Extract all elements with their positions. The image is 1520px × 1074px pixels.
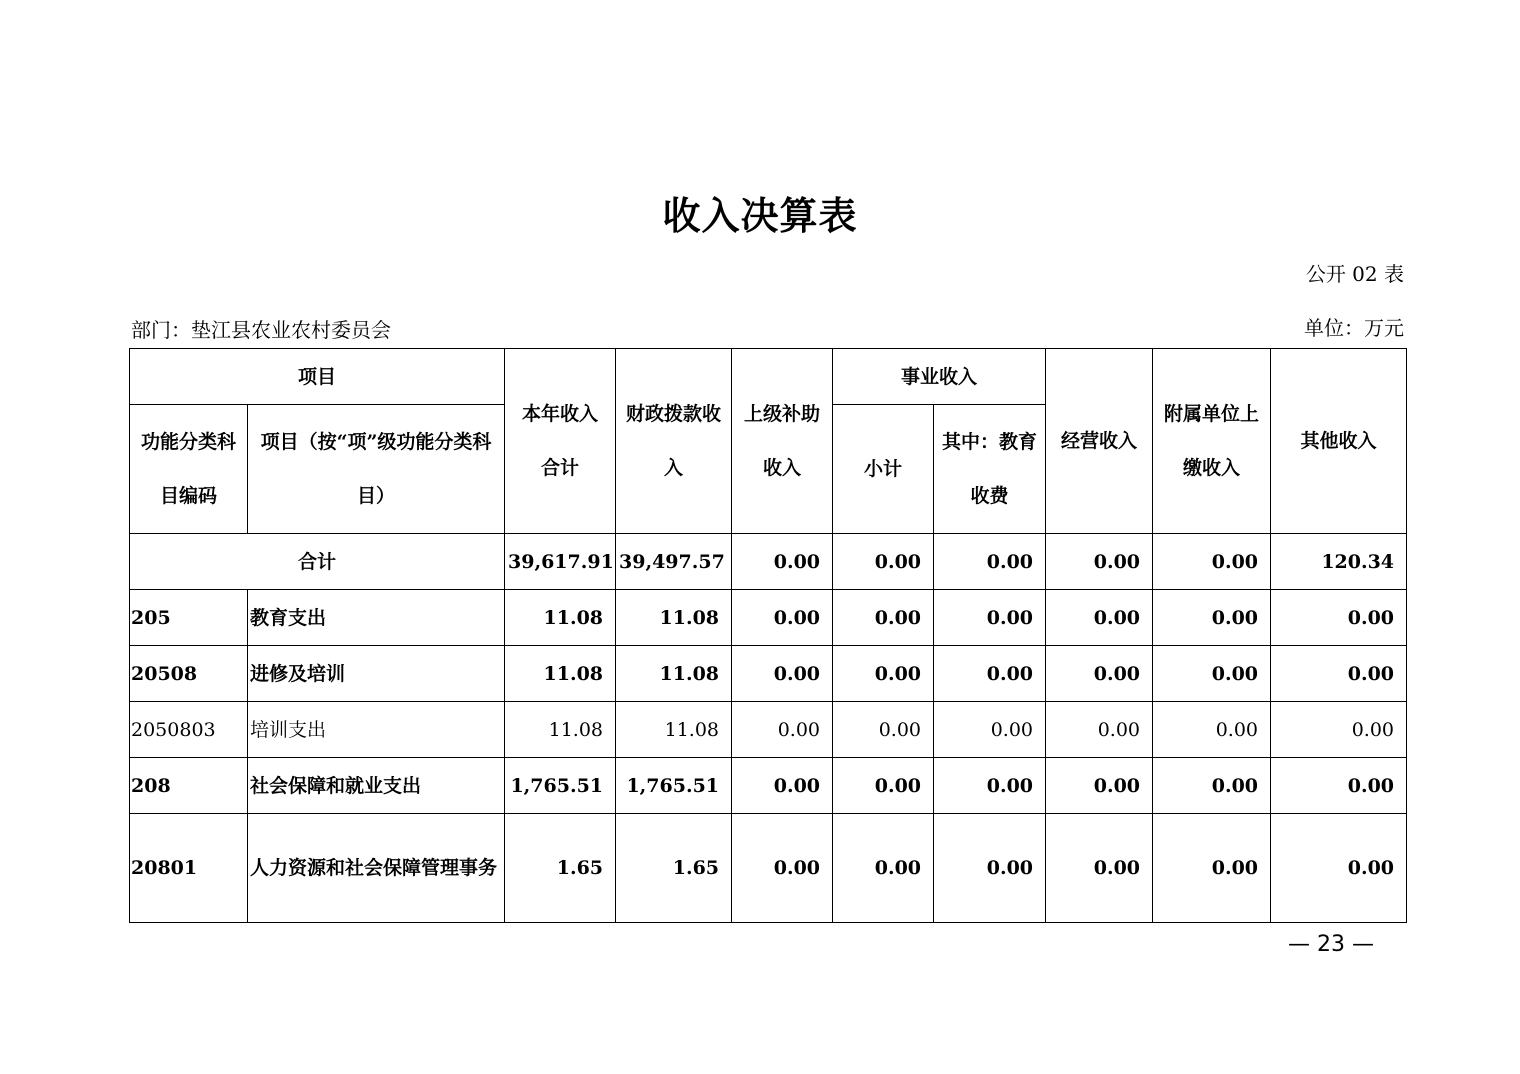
header-other: 其他收入 <box>1271 349 1407 534</box>
page-number: — 23 — <box>1288 932 1374 957</box>
row-name: 人力资源和社会保障管理事务 <box>248 814 505 923</box>
row-cell: 11.08 <box>505 646 616 702</box>
row-cell: 1,765.51 <box>505 758 616 814</box>
total-cell: 120.34 <box>1271 534 1407 590</box>
row-cell: 11.08 <box>616 646 732 702</box>
row-cell: 0.00 <box>1153 758 1271 814</box>
row-name: 培训支出 <box>248 702 505 758</box>
table-row <box>130 590 1407 646</box>
row-cell: 0.00 <box>1271 814 1407 923</box>
row-code: 2050803 <box>130 702 248 758</box>
row-cell: 0.00 <box>833 702 934 758</box>
row-cell: 11.08 <box>616 590 732 646</box>
header-row-1 <box>130 349 1407 405</box>
total-cell: 39,617.91 <box>505 534 616 590</box>
income-final-accounts-table <box>129 348 1407 923</box>
form-number: 公开 02 表 <box>1305 262 1404 286</box>
row-cell: 0.00 <box>1153 590 1271 646</box>
row-cell: 0.00 <box>1046 758 1153 814</box>
row-cell: 1,765.51 <box>616 758 732 814</box>
row-cell: 1.65 <box>505 814 616 923</box>
header-superior: 上级补助收入 <box>732 349 833 534</box>
row-cell: 0.00 <box>1153 646 1271 702</box>
row-code: 205 <box>130 590 248 646</box>
row-code: 20801 <box>130 814 248 923</box>
table-row <box>130 814 1407 923</box>
total-cell: 0.00 <box>732 534 833 590</box>
header-project: 项目 <box>130 349 505 405</box>
row-cell: 1.65 <box>616 814 732 923</box>
row-code: 208 <box>130 758 248 814</box>
header-operating: 经营收入 <box>1046 349 1153 534</box>
table-row <box>130 646 1407 702</box>
row-cell: 0.00 <box>833 758 934 814</box>
row-cell: 0.00 <box>1046 646 1153 702</box>
total-label: 合计 <box>130 534 505 590</box>
row-cell: 0.00 <box>732 814 833 923</box>
header-code: 功能分类科目编码 <box>130 405 248 534</box>
row-cell: 0.00 <box>934 590 1046 646</box>
total-cell: 0.00 <box>1046 534 1153 590</box>
row-name: 社会保障和就业支出 <box>248 758 505 814</box>
header-edu-fee: 其中：教育收费 <box>934 405 1046 534</box>
row-name: 进修及培训 <box>248 646 505 702</box>
row-cell: 0.00 <box>934 646 1046 702</box>
row-cell: 0.00 <box>1271 702 1407 758</box>
total-cell: 0.00 <box>833 534 934 590</box>
row-cell: 0.00 <box>1046 814 1153 923</box>
row-cell: 11.08 <box>505 702 616 758</box>
row-name: 教育支出 <box>248 590 505 646</box>
header-affiliated: 附属单位上缴收入 <box>1153 349 1271 534</box>
row-cell: 0.00 <box>1153 814 1271 923</box>
row-cell: 0.00 <box>732 646 833 702</box>
row-cell: 11.08 <box>616 702 732 758</box>
row-code: 20508 <box>130 646 248 702</box>
row-cell: 0.00 <box>732 758 833 814</box>
total-cell: 39,497.57 <box>616 534 732 590</box>
row-cell: 0.00 <box>934 758 1046 814</box>
row-cell: 0.00 <box>1046 590 1153 646</box>
row-cell: 0.00 <box>934 702 1046 758</box>
page-title: 收入决算表 <box>662 193 858 238</box>
row-cell: 11.08 <box>505 590 616 646</box>
row-cell: 0.00 <box>833 590 934 646</box>
row-cell: 0.00 <box>1271 758 1407 814</box>
row-cell: 0.00 <box>1271 590 1407 646</box>
row-cell: 0.00 <box>1153 702 1271 758</box>
row-cell: 0.00 <box>1046 702 1153 758</box>
row-cell: 0.00 <box>833 646 934 702</box>
header-subtotal: 小计 <box>833 405 934 534</box>
row-cell: 0.00 <box>1271 646 1407 702</box>
unit-label: 单位：万元 <box>1304 316 1404 340</box>
row-cell: 0.00 <box>732 590 833 646</box>
table-row <box>130 758 1407 814</box>
header-business: 事业收入 <box>833 349 1046 405</box>
department-label: 部门：垫江县农业农村委员会 <box>131 318 391 342</box>
header-fiscal: 财政拨款收入 <box>616 349 732 534</box>
table-row <box>130 702 1407 758</box>
total-row <box>130 534 1407 590</box>
total-cell: 0.00 <box>934 534 1046 590</box>
row-cell: 0.00 <box>732 702 833 758</box>
total-cell: 0.00 <box>1153 534 1271 590</box>
header-item: 项目（按“项”级功能分类科目） <box>248 405 505 534</box>
header-total: 本年收入合计 <box>505 349 616 534</box>
row-cell: 0.00 <box>833 814 934 923</box>
row-cell: 0.00 <box>934 814 1046 923</box>
